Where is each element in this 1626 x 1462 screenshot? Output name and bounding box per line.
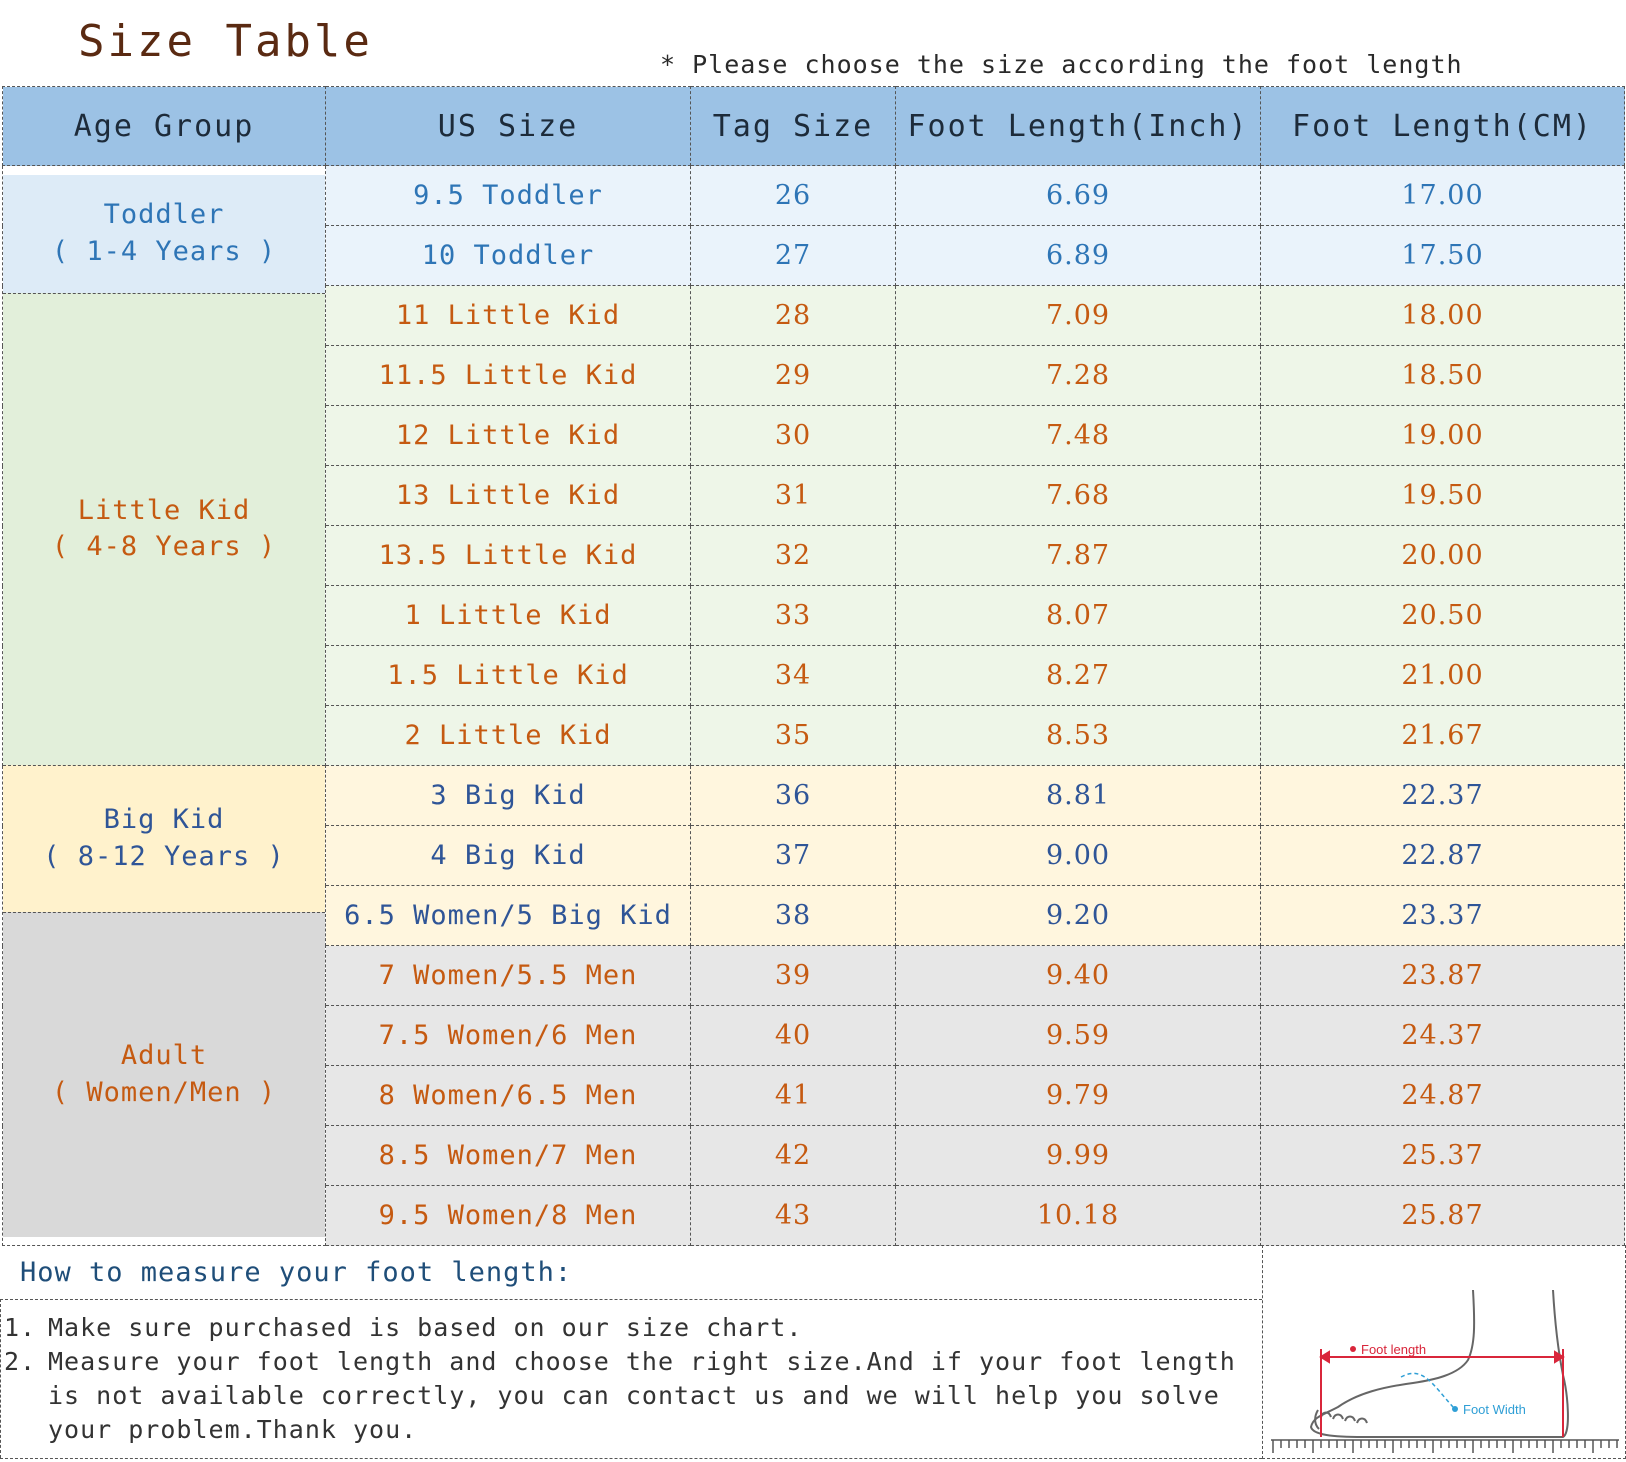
foot-length-cm-cell: 17.50 (1261, 226, 1625, 286)
foot-length-cm-cell: 23.37 (1261, 886, 1625, 946)
tag-size-cell: 34 (691, 646, 896, 706)
measure-steps (4, 1311, 1254, 1447)
tag-size-cell: 32 (691, 526, 896, 586)
tag-size-cell: 37 (691, 826, 896, 886)
size-note: * Please choose the size according the foot length (660, 50, 1463, 79)
us-size-cell: 13.5 Little Kid (326, 526, 691, 586)
measure-heading: How to measure your foot length: (20, 1257, 573, 1288)
tag-size-cell: 40 (691, 1006, 896, 1066)
us-size-cell: 11.5 Little Kid (326, 346, 691, 406)
page-title: Size Table (78, 16, 373, 67)
tag-size-cell: 43 (691, 1186, 896, 1246)
tag-size-cell: 36 (691, 766, 896, 826)
tag-size-cell: 28 (691, 286, 896, 346)
us-size-cell: 8 Women/6.5 Men (326, 1066, 691, 1126)
age-group-name: Adult (120, 1040, 208, 1072)
measure-heading-bar (0, 1245, 1262, 1300)
foot-length-inch-cell: 7.48 (896, 406, 1261, 466)
tag-size-cell: 26 (691, 166, 896, 226)
measure-step (4, 1345, 1254, 1447)
measure-section (0, 1245, 1626, 1460)
us-size-cell: 11 Little Kid (326, 286, 691, 346)
table-header-row (3, 87, 1625, 166)
tag-size-cell: 29 (691, 346, 896, 406)
us-size-cell: 3 Big Kid (326, 766, 691, 826)
header-us-size: US Size (326, 87, 691, 166)
tag-size-cell: 38 (691, 886, 896, 946)
foot-length-inch-cell: 9.99 (896, 1126, 1261, 1186)
step-number: 2. (4, 1347, 37, 1376)
foot-length-inch-cell: 7.68 (896, 466, 1261, 526)
ruler-icon (1271, 1440, 1619, 1453)
foot-length-dot (1350, 1346, 1356, 1352)
foot-length-cm-cell: 19.00 (1261, 406, 1625, 466)
tag-size-cell: 27 (691, 226, 896, 286)
foot-length-cm-cell: 23.87 (1261, 946, 1625, 1006)
age-group-name: Big Kid (103, 804, 225, 836)
us-size-cell: 2 Little Kid (326, 706, 691, 766)
foot-length-cm-cell: 20.50 (1261, 586, 1625, 646)
foot-length-inch-cell: 9.79 (896, 1066, 1261, 1126)
tag-size-cell: 42 (691, 1126, 896, 1186)
us-size-cell: 1 Little Kid (326, 586, 691, 646)
foot-length-inch-cell: 9.59 (896, 1006, 1261, 1066)
foot-length-inch-cell: 6.69 (896, 166, 1261, 226)
foot-length-cm-cell: 24.87 (1261, 1066, 1625, 1126)
foot-measure-figure (1262, 1245, 1626, 1459)
tag-size-cell: 33 (691, 586, 896, 646)
tag-size-cell: 31 (691, 466, 896, 526)
foot-length-inch-cell: 7.09 (896, 286, 1261, 346)
us-size-cell: 1.5 Little Kid (326, 646, 691, 706)
foot-length-inch-cell: 8.27 (896, 646, 1261, 706)
header-foot-length-cm: Foot Length(CM) (1261, 87, 1625, 166)
age-group-range: ( Women/Men ) (51, 1076, 277, 1108)
table-body (3, 166, 1625, 1246)
foot-length-arrow (1321, 1349, 1563, 1437)
us-size-cell: 7.5 Women/6 Men (326, 1006, 691, 1066)
foot-length-inch-cell: 9.20 (896, 886, 1261, 946)
foot-outline-icon (1311, 1290, 1568, 1437)
foot-length-inch-cell: 9.40 (896, 946, 1261, 1006)
age-group-name: Toddler (103, 199, 225, 231)
step-text: Make sure purchased is based on our size chart. (48, 1313, 803, 1342)
tag-size-cell: 39 (691, 946, 896, 1006)
step-number: 1. (4, 1313, 37, 1342)
foot-length-cm-cell: 18.00 (1261, 286, 1625, 346)
size-table (2, 86, 1625, 1246)
age-group-big (3, 765, 325, 913)
tag-size-cell: 30 (691, 406, 896, 466)
header-age-group: Age Group (3, 87, 326, 166)
foot-diagram-icon (1263, 1245, 1625, 1458)
age-group-toddler (3, 175, 325, 293)
tag-size-cell: 41 (691, 1066, 896, 1126)
foot-length-inch-cell: 6.89 (896, 226, 1261, 286)
foot-length-inch-cell: 8.53 (896, 706, 1261, 766)
us-size-cell: 9.5 Women/8 Men (326, 1186, 691, 1246)
foot-length-cm-cell: 22.37 (1261, 766, 1625, 826)
foot-length-cm-cell: 22.87 (1261, 826, 1625, 886)
header-tag-size: Tag Size (691, 87, 896, 166)
foot-length-inch-cell: 7.28 (896, 346, 1261, 406)
us-size-cell: 6.5 Women/5 Big Kid (326, 886, 691, 946)
foot-length-cm-cell: 19.50 (1261, 466, 1625, 526)
age-group-column (3, 166, 326, 1246)
foot-width-arc (1401, 1373, 1453, 1407)
age-group-adult (3, 912, 325, 1237)
us-size-cell: 9.5 Toddler (326, 166, 691, 226)
header-foot-length-inch: Foot Length(Inch) (896, 87, 1261, 166)
step-text: Measure your foot length and choose the right size.And if your foot length is not available correctly, you can contact us and we will help you solve your problem.Thank you. (48, 1347, 1236, 1444)
us-size-cell: 10 Toddler (326, 226, 691, 286)
us-size-cell: 13 Little Kid (326, 466, 691, 526)
foot-length-cm-cell: 24.37 (1261, 1006, 1625, 1066)
tag-size-cell: 35 (691, 706, 896, 766)
foot-length-cm-cell: 20.00 (1261, 526, 1625, 586)
measure-step (4, 1311, 1254, 1345)
foot-length-cm-cell: 18.50 (1261, 346, 1625, 406)
foot-length-inch-cell: 8.81 (896, 766, 1261, 826)
foot-length-cm-cell: 21.67 (1261, 706, 1625, 766)
foot-length-inch-cell: 8.07 (896, 586, 1261, 646)
foot-length-cm-cell: 21.00 (1261, 646, 1625, 706)
table-row (3, 166, 1625, 226)
age-group-little (3, 293, 325, 765)
age-group-range: ( 8-12 Years ) (43, 840, 285, 872)
foot-length-inch-cell: 7.87 (896, 526, 1261, 586)
foot-length-label: Foot length (1361, 1342, 1427, 1357)
foot-length-cm-cell: 25.37 (1261, 1126, 1625, 1186)
age-group-range: ( 4-8 Years ) (51, 531, 277, 562)
foot-width-dot (1452, 1406, 1458, 1412)
us-size-cell: 7 Women/5.5 Men (326, 946, 691, 1006)
foot-length-cm-cell: 25.87 (1261, 1186, 1625, 1246)
us-size-cell: 8.5 Women/7 Men (326, 1126, 691, 1186)
age-group-range: ( 1-4 Years ) (51, 235, 277, 267)
foot-length-inch-cell: 9.00 (896, 826, 1261, 886)
foot-length-cm-cell: 17.00 (1261, 166, 1625, 226)
us-size-cell: 12 Little Kid (326, 406, 691, 466)
us-size-cell: 4 Big Kid (326, 826, 691, 886)
foot-length-inch-cell: 10.18 (896, 1186, 1261, 1246)
age-group-name: Little Kid (77, 494, 251, 526)
foot-width-label: Foot Width (1463, 1402, 1526, 1417)
